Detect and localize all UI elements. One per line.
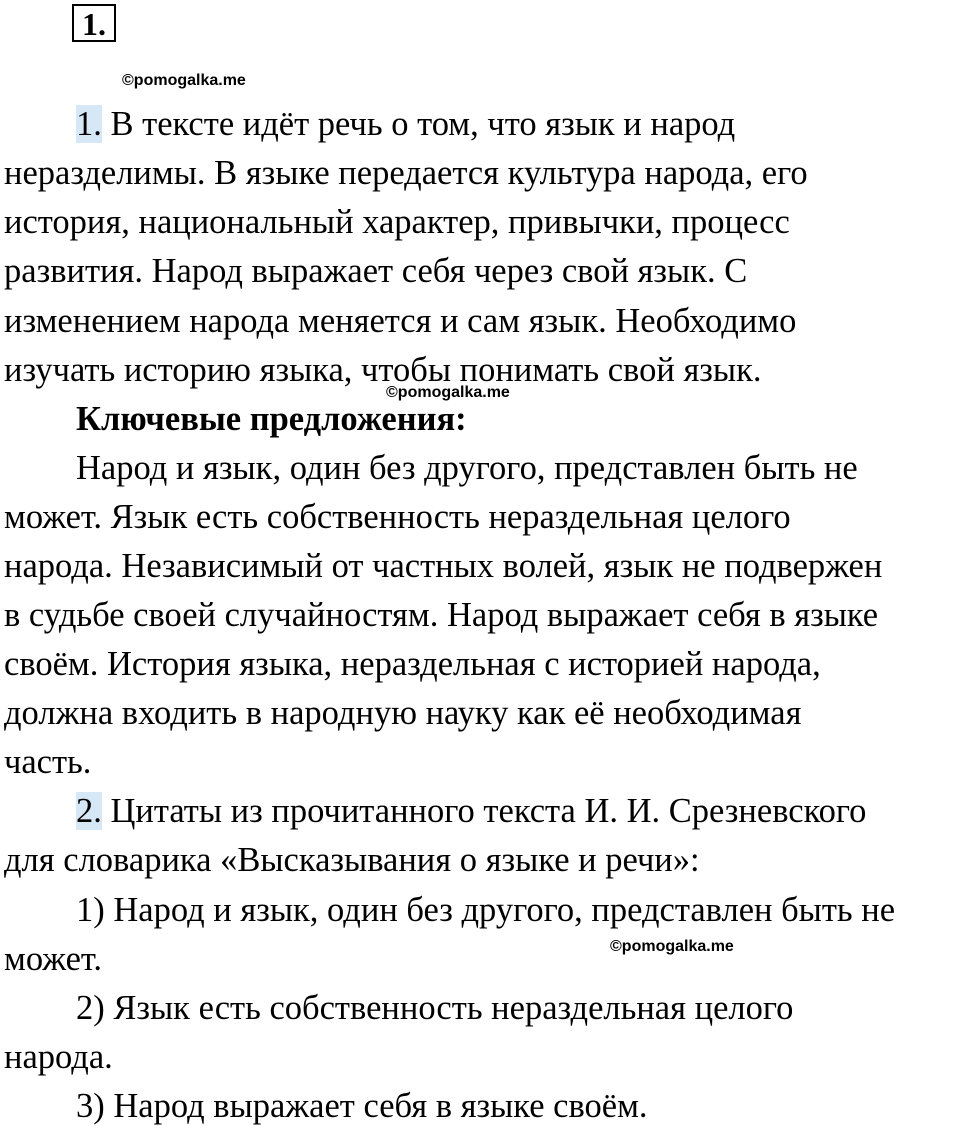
section1-first-line — [76, 104, 735, 144]
key-line-4: своём. История языка, нераздельная с историей народа, — [4, 645, 821, 683]
section2-line-0: Цитаты из прочитанного текста И. И. Срезневского — [101, 792, 867, 830]
section1-line-5: изучать историю языка, чтобы понимать свой язык. — [4, 351, 762, 389]
key-sentences-heading: Ключевые предложения: — [76, 400, 467, 438]
section2-number: 2. — [76, 792, 102, 830]
quote-1-line-1: может. — [4, 940, 103, 978]
task-number-box: 1. — [72, 4, 116, 42]
section1-line-0: В тексте идёт речь о том, что язык и народ — [101, 105, 736, 143]
key-line-3: в судьбе своей случайностям. Народ выражает себя в языке — [4, 596, 879, 634]
section1-line-1: неразделимы. В языке передается культура народа, его — [4, 154, 808, 192]
quote-2-line-1: народа. — [4, 1038, 113, 1076]
key-line-6: часть. — [4, 743, 92, 781]
quote-3-line-0: 3) Народ выражает себя в языке своём. — [76, 1087, 648, 1125]
quote-2-line-0: 2) Язык есть собственность нераздельная целого — [76, 989, 794, 1027]
key-line-5: должна входить в народную науку как её необходимая — [4, 694, 802, 732]
quote-1-line-0: 1) Народ и язык, один без другого, представлен быть не — [76, 891, 896, 929]
watermark-bottom: ©pomogalka.me — [610, 938, 734, 955]
section1-line-4: изменением народа меняется и сам язык. Необходимо — [4, 302, 797, 340]
section2-line-1: для словарика «Высказывания о языке и речи»: — [4, 841, 700, 879]
key-line-2: народа. Независимый от частных волей, язык не подвержен — [4, 547, 883, 585]
watermark-middle: ©pomogalka.me — [386, 384, 510, 401]
key-line-1: может. Язык есть собственность нераздельная целого — [4, 498, 791, 536]
section1-number: 1. — [76, 105, 102, 143]
section1-line-3: развития. Народ выражает себя через свой язык. С — [4, 252, 748, 290]
watermark-top: ©pomogalka.me — [122, 72, 246, 89]
section2-first-line — [76, 791, 866, 831]
key-line-0: Народ и язык, один без другого, представлен быть не — [76, 449, 858, 487]
section1-line-2: история, национальный характер, привычки, процесс — [4, 203, 790, 241]
